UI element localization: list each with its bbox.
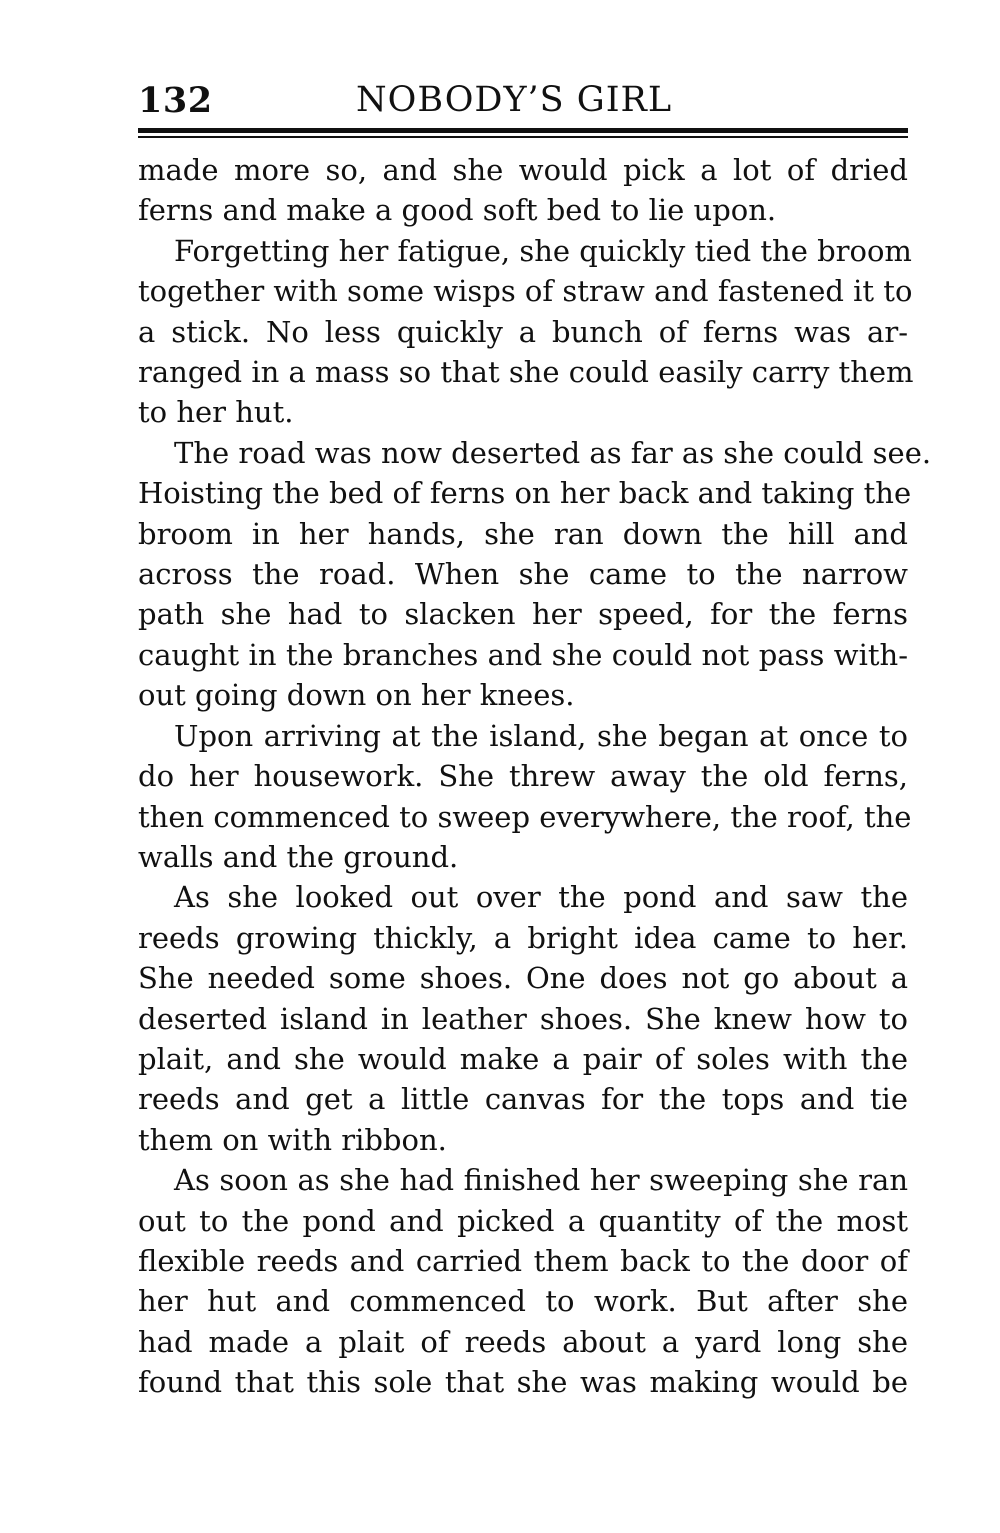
- paragraph: [138, 1160, 908, 1402]
- header-rule-thick: [138, 128, 908, 133]
- text-line: deserted island in leather shoes. She knew how to: [138, 1001, 908, 1036]
- text-line: had made a plait of reeds about a yard long she: [138, 1324, 908, 1359]
- text-line: walls and the ground.: [138, 839, 459, 874]
- text-line: her hut and commenced to work. But after she: [138, 1284, 908, 1319]
- text-line: do her housework. She threw away the old ferns,: [138, 759, 908, 794]
- text-line: Upon arriving at the island, she began at once to: [174, 718, 908, 753]
- text-line: across the road. When she came to the narrow: [138, 557, 908, 592]
- text-line: ferns and make a good soft bed to lie upon.: [138, 193, 777, 228]
- paragraph: [138, 433, 932, 716]
- book-title: NOBODY’S GIRL: [356, 80, 673, 120]
- paragraph: [138, 231, 914, 433]
- text-line: out to the pond and picked a quantity of the most: [138, 1203, 908, 1238]
- text-line: plait, and she would make a pair of soles with the: [138, 1041, 908, 1076]
- body-text: [138, 150, 932, 1403]
- text-line: flexible reeds and carried them back to the door of: [138, 1243, 908, 1278]
- text-line: She needed some shoes. One does not go about a: [138, 961, 908, 996]
- text-line: Forgetting her fatigue, she quickly tied the broom: [174, 233, 912, 268]
- text-line: reeds growing thickly, a bright idea came to her.: [138, 920, 908, 955]
- text-line: then commenced to sweep everywhere, the roof, the: [138, 799, 912, 834]
- text-line: found that this sole that she was making would be: [138, 1365, 908, 1400]
- text-line: Hoisting the bed of ferns on her back and taking the: [138, 476, 912, 511]
- text-line: out going down on her knees.: [138, 678, 575, 713]
- text-line: together with some wisps of straw and fastened it to: [138, 274, 913, 309]
- paragraph: [138, 877, 908, 1160]
- book-page: [138, 80, 932, 1403]
- text-line: As soon as she had finished her sweeping she ran: [174, 1163, 908, 1198]
- text-line: them on with ribbon.: [138, 1122, 447, 1157]
- page-number: 132: [138, 80, 213, 121]
- text-line: As she looked out over the pond and saw the: [174, 880, 908, 915]
- text-line: to her hut.: [138, 395, 294, 430]
- text-line: path she had to slacken her speed, for the ferns: [138, 597, 908, 632]
- paragraph: [138, 716, 912, 878]
- text-line: a stick. No less quickly a bunch of ferns was ar-: [138, 314, 908, 349]
- text-line: reeds and get a little canvas for the tops and tie: [138, 1082, 908, 1117]
- text-line: caught in the branches and she could not pass with-: [138, 637, 908, 672]
- header-rule-thin: [138, 136, 908, 138]
- text-line: made more so, and she would pick a lot of dried: [138, 153, 908, 187]
- paragraph: [138, 150, 908, 231]
- text-line: ranged in a mass so that she could easily carry them: [138, 355, 914, 390]
- running-head: [138, 80, 908, 124]
- text-line: The road was now deserted as far as she could see.: [174, 435, 932, 470]
- text-line: broom in her hands, she ran down the hill and: [138, 516, 908, 551]
